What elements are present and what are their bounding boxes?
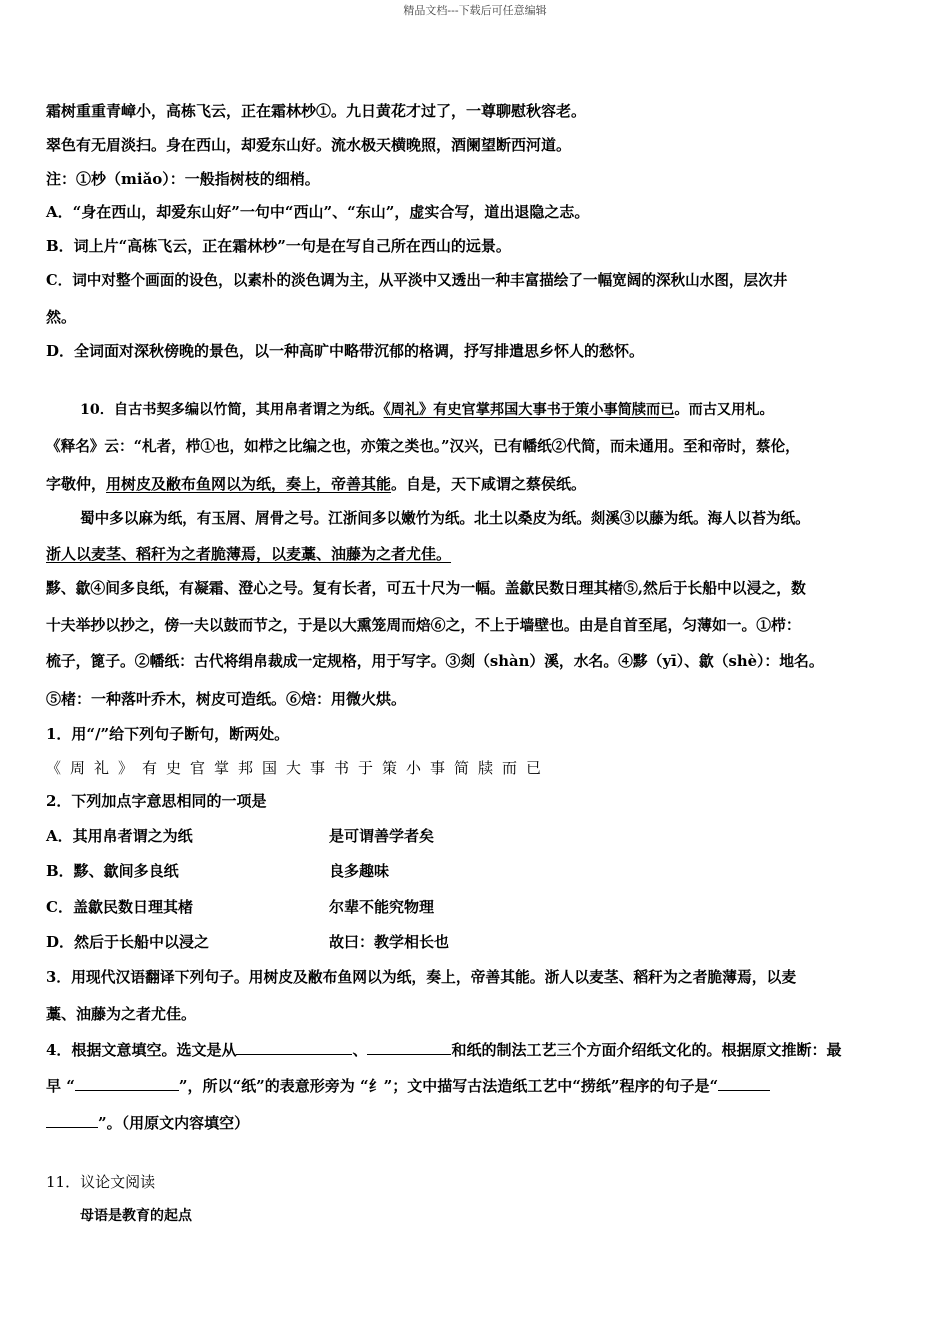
q11-subtitle: 母语是教育的起点 [80, 1208, 192, 1224]
q10-para-1c: 。而古又用札。 [674, 402, 774, 418]
q10-option-d-right: 故曰：教学相长也 [329, 933, 450, 951]
q10-note-2: ⑤楮：一种落叶乔木，树皮可造纸。⑥焙：用微火烘。 [46, 690, 407, 708]
q10-para-3a: 字敬仲， [46, 475, 107, 493]
answer-blank[interactable] [236, 1039, 352, 1055]
q10-sub-4-b: 、 [352, 1041, 368, 1059]
poem-line-1: 霜树重重青嶂小，高栋飞云，正在霜林杪①。九日黄花才过了，一尊聊慰秋容老。 [46, 102, 587, 120]
q10-para-3 [46, 474, 916, 494]
q10-sub-4-line-2 [46, 1075, 916, 1096]
poem-option-a: A．“身在西山，却爱东山好”一句中“西山”、“东山”，虚实合写，道出退隐之志。 [46, 203, 590, 221]
q10-sub-3: 3．用现代汉语翻译下列句子。用树皮及敝布鱼网以为纸，奏上，帝善其能。浙人以麦茎、稻秆为之者脆薄焉，以麦 [46, 969, 797, 986]
q10-option-a-left: A．其用帛者谓之为纸 [46, 827, 193, 845]
q10-para-1 [80, 400, 950, 420]
q10-option-d-left: D．然后于长船中以浸之 [46, 933, 210, 951]
q10-option-a-right: 是可谓善学者矣 [329, 827, 435, 845]
q10-note-1: 梳子，篦子。②幡纸：古代将绢帛裁成一定规格，用于写字。③剡（shàn）溪，水名。④黟（yī）、歙（shè）：地名。 [46, 653, 824, 670]
q10-para-1a: 10．自古书契多编以竹简，其用帛者谓之为纸。 [80, 402, 384, 418]
q10-option-c-right: 尔辈不能究物理 [329, 898, 435, 916]
poem-option-b: B．词上片“高栋飞云，正在霜林杪”一句是在写自己所在西山的远景。 [46, 237, 511, 255]
q10-option-d [46, 932, 916, 952]
q10-sub-4-line-3 [46, 1112, 916, 1133]
q10-para-5 [46, 544, 916, 564]
answer-blank[interactable] [367, 1039, 451, 1055]
q10-para-5-underlined: 浙人以麦茎、稻秆为之者脆薄焉，以麦藁、油藤为之者尤佳。 [46, 545, 452, 563]
q10-option-c-left: C．盖歙民数日理其楮 [46, 898, 193, 916]
q10-para-4: 蜀中多以麻为纸，有玉屑、屑骨之号。江浙间多以嫩竹为纸。北土以桑皮为纸。剡溪③以藤为纸。海人以苔为纸。 [80, 510, 810, 527]
q11-title: 11．议论文阅读 [46, 1173, 156, 1191]
answer-blank[interactable] [46, 1112, 98, 1128]
poem-line-2: 翠色有无眉淡扫。身在西山，却爱东山好。流水极天横晚照，酒阑望断西河道。 [46, 136, 572, 154]
q10-sub-4-f: ”。（用原文内容填空） [98, 1114, 250, 1132]
q10-sub-4 [46, 1039, 916, 1060]
poem-note: 注：①杪（miǎo）：一般指树枝的细梢。 [46, 170, 320, 188]
answer-blank[interactable] [718, 1075, 770, 1091]
poem-option-d: D．全词面对深秋傍晚的景色，以一种高旷中略带沉郁的格调，抒写排遣思乡怀人的愁怀。 [46, 342, 645, 360]
q10-option-b [46, 861, 916, 881]
q10-option-b-right: 良多趣味 [329, 862, 390, 880]
q10-sub-4-a: 4．根据文意填空。选文是从 [46, 1041, 237, 1059]
q10-para-7: 十夫举抄以抄之，傍一夫以鼓而节之，于是以大熏笼周而焙⑥之，不上于墙壁也。由是自首至尾，匀薄如一。①栉： [46, 617, 801, 634]
poem-option-c: C．词中对整个画面的设色，以素朴的淡色调为主，从平淡中又透出一种丰富描绘了一幅宽阔的深秋山水图，层次井 [46, 272, 788, 289]
q10-para-6: 黟、歙④间多良纸，有凝霜、澄心之号。复有长者，可五十尺为一幅。盖歙民数日理其楮⑤,然后于长船中以浸之，数 [46, 580, 806, 597]
q10-sub-4-d: 早 “ [46, 1077, 75, 1095]
answer-blank[interactable] [75, 1075, 179, 1091]
q10-para-2: 《释名》云：“札者，栉①也，如栉之比编之也，亦策之类也。”汉兴，已有幡纸②代简，而未通用。至和帝时，蔡伦， [46, 438, 800, 455]
page-header: 精品文档---下载后可任意编辑 [403, 4, 547, 17]
q10-sub-1-text: 《周礼》有史官掌邦国大事书于策小事简牍而已 [46, 759, 551, 777]
q10-sub-2: 2．下列加点字意思相同的一项是 [46, 792, 267, 810]
q10-para-3-underlined: 用树皮及敝布鱼网以为纸，奏上，帝善其能 [106, 475, 392, 493]
poem-option-c-cont: 然。 [46, 308, 77, 326]
q10-para-1-underlined: 《周礼》有史官掌邦国大事书于策小事简牍而已 [383, 402, 675, 418]
q10-para-3c: 。自是，天下咸谓之蔡侯纸。 [391, 475, 587, 493]
q10-option-c [46, 897, 916, 917]
q10-sub-4-c: 和纸的制法工艺三个方面介绍纸文化的。根据原文推断：最 [451, 1041, 842, 1059]
q10-sub-4-e: ”，所以“纸”的表意形旁为 “纟”；文中描写古法造纸工艺中“捞纸”程序的句子是“ [178, 1077, 719, 1095]
q10-option-a [46, 826, 916, 846]
q10-sub-1: 1．用“/”给下列句子断句，断两处。 [46, 725, 290, 743]
q10-sub-3-cont: 藁、油藤为之者尤佳。 [46, 1005, 197, 1023]
q10-option-b-left: B．黟、歙间多良纸 [46, 862, 179, 880]
